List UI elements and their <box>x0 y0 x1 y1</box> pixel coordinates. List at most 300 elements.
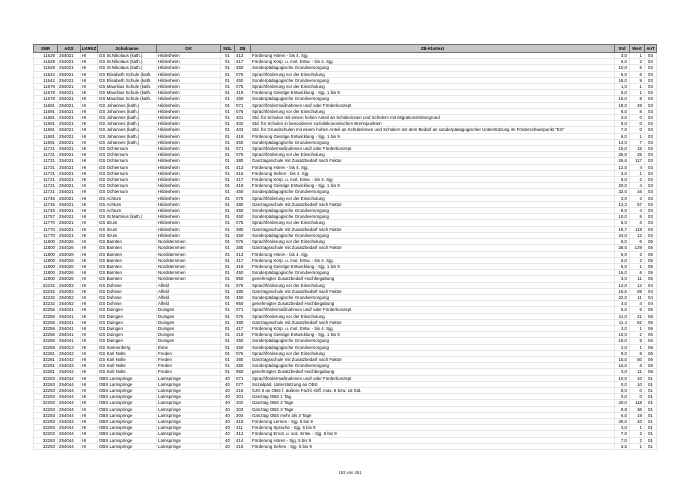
cell-lkrkz: HI <box>81 170 98 176</box>
cell-ort: Hildesheim <box>157 71 221 77</box>
cell-zb-klartext: Sozialpäd. Unterstützung an OBS <box>251 381 615 387</box>
column-header-schulname: Schulname <box>98 45 157 53</box>
cell-ant: 03 <box>645 170 657 176</box>
cell-snr: 11800 <box>34 245 58 251</box>
cell-ort: Duingen <box>157 313 221 319</box>
cell-zb: 419 <box>235 133 251 139</box>
cell-schulname: GS Ochtersum <box>98 158 157 164</box>
cell-zb-klartext: Förderung Geistige Entwicklung - Sjg. 1 bis 9 <box>251 263 615 269</box>
cell-ant: 03 <box>645 232 657 238</box>
cell-zb: 450 <box>235 77 251 83</box>
cell-sgl: 40 <box>221 418 235 424</box>
cell-schulname: GS Karl Nolte <box>98 350 157 356</box>
cell-ort: Hildesheim <box>157 226 221 232</box>
cell-zb-klartext: Sonderpädagogische Grundversorgung <box>251 338 615 344</box>
cell-ags: 254021 <box>58 77 81 83</box>
cell-zb-klartext: Std. für Schulen in besonderen sozialökonomischen Brennpunkten <box>251 121 615 127</box>
cell-schulname: GS Duingen <box>98 307 157 313</box>
cell-wert: 8 <box>630 108 645 114</box>
cell-ags: 254042 <box>58 356 81 362</box>
cell-ant: 03 <box>645 214 657 220</box>
cell-ort: Hildesheim <box>157 189 221 195</box>
cell-lkrkz: HI <box>81 115 98 121</box>
cell-std: 4,0 <box>615 301 630 307</box>
cell-lkrkz: HI <box>81 71 98 77</box>
cell-wert: 2 <box>630 251 645 257</box>
cell-wert: 8 <box>630 350 645 356</box>
cell-zb-klartext: Sprachfördermaßnahmen und/ oder Förderkonzept <box>251 146 615 152</box>
cell-ant: 01 <box>645 394 657 400</box>
cell-wert: 25 <box>630 152 645 158</box>
cell-ant: 05 <box>645 270 657 276</box>
cell-sgl: 01 <box>221 115 235 121</box>
cell-wert: 5 <box>630 214 645 220</box>
cell-sgl: 01 <box>221 245 235 251</box>
cell-ant: 01 <box>645 387 657 393</box>
cell-ort: Hildesheim <box>157 220 221 226</box>
cell-ort: Duingen <box>157 338 221 344</box>
column-header-sgl: SGL <box>221 45 235 53</box>
cell-lkrkz: HI <box>81 127 98 133</box>
cell-ort: Hildesheim <box>157 152 221 158</box>
cell-zb: 071 <box>235 307 251 313</box>
cell-std: 20,0 <box>615 183 630 189</box>
cell-ags: 254002 <box>58 288 81 294</box>
cell-ags: 254021 <box>58 170 81 176</box>
cell-snr: 11642 <box>34 71 58 77</box>
cell-lkrkz: HI <box>81 177 98 183</box>
cell-zb: 950 <box>235 301 251 307</box>
cell-ort: Eime <box>157 344 221 350</box>
cell-std: 5,0 <box>615 121 630 127</box>
cell-ort: Lamspringe <box>157 418 221 424</box>
cell-snr: 32268 <box>34 344 58 350</box>
cell-wert: 1 <box>630 344 645 350</box>
cell-schulname: GS Duingen <box>98 313 157 319</box>
cell-schulname: GS Duingen <box>98 325 157 331</box>
cell-zb-klartext: Förderung Geistige Entwicklung - Sjg. 1 bis 9 <box>251 332 615 338</box>
cell-ant: 03 <box>645 208 657 214</box>
zusatzbedarf-table <box>33 44 657 450</box>
cell-wert: 12 <box>630 232 645 238</box>
cell-lkrkz: HI <box>81 158 98 164</box>
cell-sgl: 01 <box>221 84 235 90</box>
cell-snr: 32281 <box>34 350 58 356</box>
cell-zb-klartext: Sprachförderung vor der Einschulung <box>251 239 615 245</box>
cell-ags: 254041 <box>58 307 81 313</box>
cell-ant: 03 <box>645 102 657 108</box>
cell-lkrkz: HI <box>81 201 98 207</box>
cell-ant: 01 <box>645 406 657 412</box>
cell-ags: 254021 <box>58 84 81 90</box>
cell-std: 3,0 <box>615 425 630 431</box>
cell-zb: 450 <box>235 139 251 145</box>
cell-zb: 076 <box>235 239 251 245</box>
cell-schulname: GS Itzum <box>98 232 157 238</box>
cell-sgl: 01 <box>221 177 235 183</box>
cell-ags: 254026 <box>58 245 81 251</box>
cell-ort: Nordstemmen <box>157 245 221 251</box>
cell-std: 12,0 <box>615 282 630 288</box>
cell-sgl: 01 <box>221 344 235 350</box>
cell-ant: 03 <box>645 121 657 127</box>
cell-sgl: 40 <box>221 387 235 393</box>
cell-ags: 254044 <box>58 437 81 443</box>
cell-sgl: 01 <box>221 338 235 344</box>
cell-wert: 119 <box>630 226 645 232</box>
cell-zb-klartext: Förderung Hören - bis 4. Sjg. <box>251 53 615 59</box>
cell-ant: 05 <box>645 257 657 263</box>
cell-lkrkz: HI <box>81 152 98 158</box>
cell-ant: 01 <box>645 412 657 418</box>
cell-zb: 304 <box>235 412 251 418</box>
cell-wert: 2 <box>630 177 645 183</box>
cell-ags: 254021 <box>58 152 81 158</box>
cell-ant: 06 <box>645 350 657 356</box>
cell-snr: 32293 <box>34 394 58 400</box>
cell-snr: 11678 <box>34 96 58 102</box>
cell-wert: 2 <box>630 257 645 263</box>
cell-sgl: 01 <box>221 77 235 83</box>
cell-lkrkz: HI <box>81 226 98 232</box>
cell-sgl: 01 <box>221 53 235 59</box>
cell-std: 16,0 <box>615 363 630 369</box>
cell-ort: Alfeld <box>157 282 221 288</box>
cell-lkrkz: HI <box>81 338 98 344</box>
cell-ags: 254021 <box>58 195 81 201</box>
cell-ags: 254044 <box>58 387 81 393</box>
cell-ort: Nordstemmen <box>157 251 221 257</box>
cell-lkrkz: HI <box>81 183 98 189</box>
cell-std: 3,0 <box>615 276 630 282</box>
cell-sgl: 01 <box>221 325 235 331</box>
cell-schulname: OBS Lamspringe <box>98 375 157 381</box>
cell-wert: 10 <box>630 418 645 424</box>
cell-lkrkz: HI <box>81 350 98 356</box>
cell-snr: 32232 <box>34 282 58 288</box>
cell-wert: 5 <box>630 71 645 77</box>
cell-ort: Hildesheim <box>157 77 221 83</box>
cell-schulname: OBS Lamspringe <box>98 412 157 418</box>
cell-schulname: GS Ochtersum <box>98 189 157 195</box>
cell-zb-klartext: Sonderpädagogische Grundversorgung <box>251 363 615 369</box>
cell-ags: 254021 <box>58 127 81 133</box>
cell-ant: 06 <box>645 356 657 362</box>
cell-zb: 417 <box>235 325 251 331</box>
cell-std: 11,4 <box>615 319 630 325</box>
cell-std: 16,6 <box>615 288 630 294</box>
cell-lkrkz: HI <box>81 406 98 412</box>
cell-ant: 03 <box>645 195 657 201</box>
cell-lkrkz: HI <box>81 133 98 139</box>
cell-sgl: 01 <box>221 369 235 375</box>
cell-schulname: OBS Lamspringe <box>98 400 157 406</box>
cell-snr: 32293 <box>34 381 58 387</box>
cell-ant: 01 <box>645 425 657 431</box>
cell-ant: 03 <box>645 96 657 102</box>
cell-snr: 32256 <box>34 325 58 331</box>
cell-lkrkz: HI <box>81 263 98 269</box>
cell-schulname: GS Mauritius Schule (kath. <box>98 96 157 102</box>
cell-sgl: 40 <box>221 412 235 418</box>
cell-std: 5,0 <box>615 307 630 313</box>
cell-std: 6,0 <box>615 412 630 418</box>
cell-std: 12,3 <box>615 201 630 207</box>
cell-std: 6,0 <box>615 251 630 257</box>
cell-ant: 03 <box>645 59 657 65</box>
cell-wert: 69 <box>630 288 645 294</box>
cell-wert: 6 <box>630 220 645 226</box>
cell-wert: 3 <box>630 195 645 201</box>
cell-ags: 254021 <box>58 90 81 96</box>
cell-sgl: 01 <box>221 158 235 164</box>
column-header-wert: Wert <box>630 45 645 53</box>
cell-ags: 254041 <box>58 313 81 319</box>
cell-ags: 254044 <box>58 394 81 400</box>
cell-zb: 411 <box>235 425 251 431</box>
cell-lkrkz: HI <box>81 59 98 65</box>
cell-ort: Hildesheim <box>157 164 221 170</box>
cell-zb-klartext: Sonderpädagogische Grundversorgung <box>251 77 615 83</box>
cell-snr: 11721 <box>34 170 58 176</box>
cell-zb-klartext: Sonderpädagogische Grundversorgung <box>251 65 615 71</box>
cell-zb-klartext: Std. für Grundschulen mit einem hohen Anteil an Schülerinnen und Schülern mit dem Bedarf an sonderpädagogischer Unterstützung im Förderschwerpunkt "ES" <box>251 127 615 133</box>
cell-lkrkz: HI <box>81 90 98 96</box>
cell-zb: 450 <box>235 189 251 195</box>
cell-std: 12,0 <box>615 164 630 170</box>
cell-std: 5,0 <box>615 90 630 96</box>
cell-zb: 380 <box>235 356 251 362</box>
cell-ort: Freden <box>157 363 221 369</box>
cell-lkrkz: HI <box>81 418 98 424</box>
cell-ags: 254044 <box>58 400 81 406</box>
cell-lkrkz: HI <box>81 245 98 251</box>
cell-zb-klartext: Sprachförderung vor der Einschulung <box>251 195 615 201</box>
cell-ort: Lamspringe <box>157 412 221 418</box>
cell-wert: 16 <box>630 189 645 195</box>
cell-snr: 32293 <box>34 418 58 424</box>
cell-zb-klartext: Förderung Sprache - Sjg. 5 bis 9 <box>251 425 615 431</box>
cell-schulname: GS Ochtersum <box>98 146 157 152</box>
cell-ags: 254041 <box>58 325 81 331</box>
cell-ant: 01 <box>645 375 657 381</box>
cell-snr: 11800 <box>34 239 58 245</box>
cell-ort: Hildesheim <box>157 195 221 201</box>
cell-std: 10,0 <box>615 375 630 381</box>
cell-ags: 254026 <box>58 239 81 245</box>
cell-wert: 1 <box>630 84 645 90</box>
cell-std: 15,0 <box>615 146 630 152</box>
column-header-zb-klartext: ZB-Klartext <box>251 45 615 53</box>
cell-lkrkz: HI <box>81 394 98 400</box>
cell-wert: 11 <box>630 369 645 375</box>
cell-ort: Nordstemmen <box>157 257 221 263</box>
cell-sgl: 01 <box>221 201 235 207</box>
cell-schulname: OBS Lamspringe <box>98 431 157 437</box>
cell-lkrkz: HI <box>81 257 98 263</box>
cell-zb: 419 <box>235 263 251 269</box>
cell-sgl: 01 <box>221 350 235 356</box>
cell-lkrkz: HI <box>81 307 98 313</box>
cell-zb: 401 <box>235 115 251 121</box>
cell-wert: 57 <box>630 201 645 207</box>
cell-sgl: 01 <box>221 164 235 170</box>
cell-std: 0,0 <box>615 394 630 400</box>
cell-schulname: GS Johannes (kath.) <box>98 115 157 121</box>
cell-zb-klartext: Sonderpädagogische Grundversorgung <box>251 139 615 145</box>
cell-ags: 254021 <box>58 158 81 164</box>
cell-lkrkz: HI <box>81 325 98 331</box>
cell-wert: 4 <box>630 301 645 307</box>
cell-wert: 1 <box>630 263 645 269</box>
cell-zb: 301 <box>235 394 251 400</box>
cell-lkrkz: HI <box>81 220 98 226</box>
cell-sgl: 01 <box>221 195 235 201</box>
cell-zb: 450 <box>235 208 251 214</box>
cell-ort: Hildesheim <box>157 133 221 139</box>
cell-schulname: OBS Lamspringe <box>98 437 157 443</box>
cell-schulname: GS Johannes (kath.) <box>98 108 157 114</box>
table-header <box>34 45 657 53</box>
cell-zb-klartext: Sprachförderung vor der Einschulung <box>251 84 615 90</box>
cell-lkrkz: HI <box>81 214 98 220</box>
column-header-ags: AGS <box>58 45 81 53</box>
cell-ags: 254021 <box>58 108 81 114</box>
cell-ant: 04 <box>645 301 657 307</box>
cell-ags: 254021 <box>58 208 81 214</box>
cell-zb: 419 <box>235 183 251 189</box>
cell-zb: 412 <box>235 431 251 437</box>
cell-wert: 118 <box>630 400 645 406</box>
cell-zb-klartext: Förderung Lernen - Sjg. 5 bis 9 <box>251 418 615 424</box>
cell-ant: 03 <box>645 183 657 189</box>
cell-std: 21,0 <box>615 313 630 319</box>
cell-std: 6,0 <box>615 220 630 226</box>
cell-std: 7,0 <box>615 431 630 437</box>
cell-sgl: 01 <box>221 127 235 133</box>
cell-schulname: OBS Lamspringe <box>98 381 157 387</box>
cell-ant: 05 <box>645 263 657 269</box>
cell-ant: 03 <box>645 53 657 59</box>
cell-ort: Hildesheim <box>157 201 221 207</box>
cell-ags: 254044 <box>58 431 81 437</box>
cell-std: 22,0 <box>615 294 630 300</box>
cell-zb-klartext: Ganztagsschule mit Zusatzbedarf nach Faktor <box>251 356 615 362</box>
cell-wert: 1 <box>630 443 645 449</box>
cell-sgl: 40 <box>221 406 235 412</box>
cell-zb: 380 <box>235 245 251 251</box>
cell-zb: 071 <box>235 102 251 108</box>
cell-std: 6,0 <box>615 177 630 183</box>
cell-zb-klartext: Sonderpädagogische Grundversorgung <box>251 270 615 276</box>
cell-zb: 071 <box>235 146 251 152</box>
cell-schulname: GS Dohnse <box>98 301 157 307</box>
cell-ant: 04 <box>645 288 657 294</box>
cell-ant: 05 <box>645 276 657 282</box>
cell-sgl: 01 <box>221 257 235 263</box>
cell-snr: 32256 <box>34 307 58 313</box>
cell-schulname: OBS Lamspringe <box>98 418 157 424</box>
cell-zb: 419 <box>235 90 251 96</box>
cell-lkrkz: HI <box>81 443 98 449</box>
cell-ort: Hildesheim <box>157 177 221 183</box>
column-header-zb: ZB <box>235 45 251 53</box>
cell-snr: 32293 <box>34 425 58 431</box>
cell-sgl: 01 <box>221 282 235 288</box>
cell-snr: 11800 <box>34 276 58 282</box>
cell-schulname: GS Duingen <box>98 319 157 325</box>
cell-zb-klartext: Sonderpädagogische Grundversorgung <box>251 214 615 220</box>
cell-std: 18,0 <box>615 102 630 108</box>
cell-std: 10,0 <box>615 65 630 71</box>
cell-zb-klartext: Sprachförderung vor der Einschulung <box>251 71 615 77</box>
cell-zb-klartext: Sonderpädagogische Grundversorgung <box>251 189 615 195</box>
cell-ort: Hildesheim <box>157 183 221 189</box>
cell-ags: 254021 <box>58 146 81 152</box>
cell-wert: 8 <box>630 363 645 369</box>
column-header-ort: Ort <box>157 45 221 53</box>
cell-sgl: 01 <box>221 183 235 189</box>
cell-ant: 03 <box>645 127 657 133</box>
cell-zb-klartext: Förderung Geistige Entwicklung - Sjg. 1 bis 9 <box>251 133 615 139</box>
cell-ags: 254044 <box>58 412 81 418</box>
cell-wert: 129 <box>630 245 645 251</box>
cell-std: 3,0 <box>615 115 630 121</box>
cell-zb: 380 <box>235 226 251 232</box>
cell-snr: 32281 <box>34 363 58 369</box>
cell-schulname: GS St.Martinus (kath.) <box>98 214 157 220</box>
cell-sgl: 01 <box>221 214 235 220</box>
cell-ags: 254044 <box>58 381 81 387</box>
cell-ags: 254021 <box>58 65 81 71</box>
cell-ags: 254002 <box>58 301 81 307</box>
column-header-lkrkz: LKRKZ <box>81 45 97 51</box>
cell-schulname: GS Karl Nolte <box>98 363 157 369</box>
cell-zb: 076 <box>235 282 251 288</box>
cell-lkrkz: HI <box>81 208 98 214</box>
cell-ant: 03 <box>645 146 657 152</box>
cell-zb: 076 <box>235 313 251 319</box>
cell-ort: Hildesheim <box>157 146 221 152</box>
cell-zb: 076 <box>235 195 251 201</box>
cell-ant: 03 <box>645 65 657 71</box>
cell-wert: 4 <box>630 183 645 189</box>
cell-snr: 32293 <box>34 406 58 412</box>
cell-zb-klartext: Sonderpädagogische Grundversorgung <box>251 96 615 102</box>
cell-ags: 254041 <box>58 332 81 338</box>
cell-snr: 11745 <box>34 195 58 201</box>
cell-schulname: GS Johannes (kath.) <box>98 127 157 133</box>
cell-ant: 06 <box>645 325 657 331</box>
cell-wert: 21 <box>630 313 645 319</box>
cell-schulname: GS Barnten <box>98 270 157 276</box>
cell-schulname: GS Mauritius Schule (kath. <box>98 90 157 96</box>
cell-snr: 11800 <box>34 263 58 269</box>
cell-std: 3,0 <box>615 170 630 176</box>
cell-ant: 03 <box>645 115 657 121</box>
cell-schulname: GS Johannes (kath.) <box>98 139 157 145</box>
cell-std: 32,0 <box>615 189 630 195</box>
cell-snr: 11800 <box>34 251 58 257</box>
cell-zb: 413 <box>235 164 251 170</box>
cell-ort: Hildesheim <box>157 53 221 59</box>
cell-std: 24,0 <box>615 232 630 238</box>
cell-sgl: 01 <box>221 263 235 269</box>
cell-zb: 950 <box>235 369 251 375</box>
cell-ags: 254021 <box>58 59 81 65</box>
cell-snr: 11757 <box>34 214 58 220</box>
cell-std: 10,0 <box>615 214 630 220</box>
